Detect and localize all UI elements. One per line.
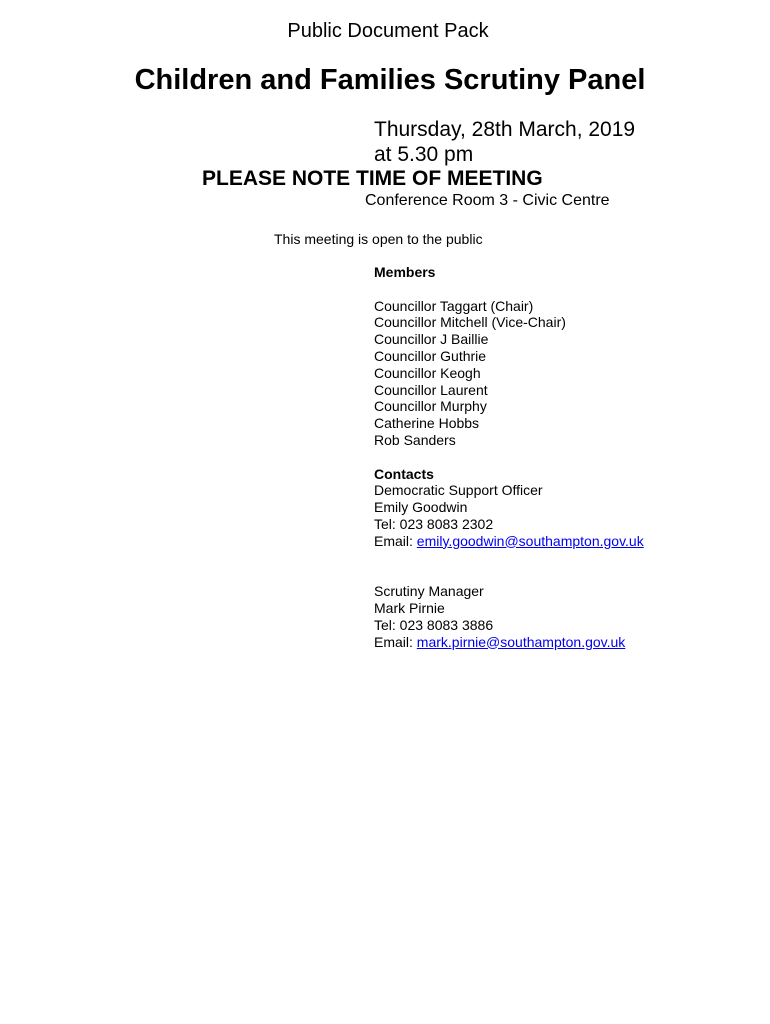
member-item: Councillor Murphy <box>374 398 487 415</box>
contact-tel: Tel: 023 8083 3886 <box>374 616 494 633</box>
email-link-mark-pirnie[interactable]: mark.pirnie@southampton.gov.uk <box>416 633 626 650</box>
email-link-emily-goodwin[interactable]: emily.goodwin@southampton.gov.uk <box>416 532 644 549</box>
spacer <box>374 550 644 584</box>
member-item: Rob Sanders <box>374 431 456 448</box>
member-item: Councillor J Baillie <box>374 331 489 348</box>
email-label: Email: <box>374 633 417 650</box>
contact-tel: Tel: 023 8083 2302 <box>374 515 494 532</box>
member-item: Councillor Guthrie <box>374 347 487 364</box>
contacts-heading: Contacts <box>374 465 434 482</box>
member-item: Catherine Hobbs <box>374 415 480 432</box>
member-item: Councillor Keogh <box>374 364 481 381</box>
spacer <box>374 281 644 298</box>
public-access-note: This meeting is open to the public <box>274 231 483 247</box>
time-note: PLEASE NOTE TIME OF MEETING <box>202 167 543 190</box>
meeting-time: at 5.30 pm <box>374 143 474 166</box>
email-label: Email: <box>374 532 417 549</box>
pack-label: Public Document Pack <box>287 20 489 42</box>
contact-democratic-support <box>374 482 644 549</box>
member-item: Councillor Mitchell (Vice-Chair) <box>374 314 566 331</box>
meeting-date: Thursday, 28th March, 2019 <box>374 118 636 141</box>
contact-name: Emily Goodwin <box>374 499 468 516</box>
members-list <box>374 298 644 449</box>
member-item: Councillor Taggart (Chair) <box>374 297 534 314</box>
contact-email-row <box>374 533 644 550</box>
contact-role: Scrutiny Manager <box>374 583 484 600</box>
members-heading: Members <box>374 264 436 280</box>
contact-email-row <box>374 634 644 651</box>
page-title: Children and Families Scrutiny Panel <box>134 64 646 96</box>
member-item: Councillor Laurent <box>374 381 488 398</box>
contact-name: Mark Pirnie <box>374 599 445 616</box>
meeting-venue: Conference Room 3 - Civic Centre <box>365 192 610 209</box>
spacer <box>374 449 644 466</box>
members-and-contacts <box>374 264 644 650</box>
contact-role: Democratic Support Officer <box>374 482 543 499</box>
contact-scrutiny-manager <box>374 583 644 650</box>
